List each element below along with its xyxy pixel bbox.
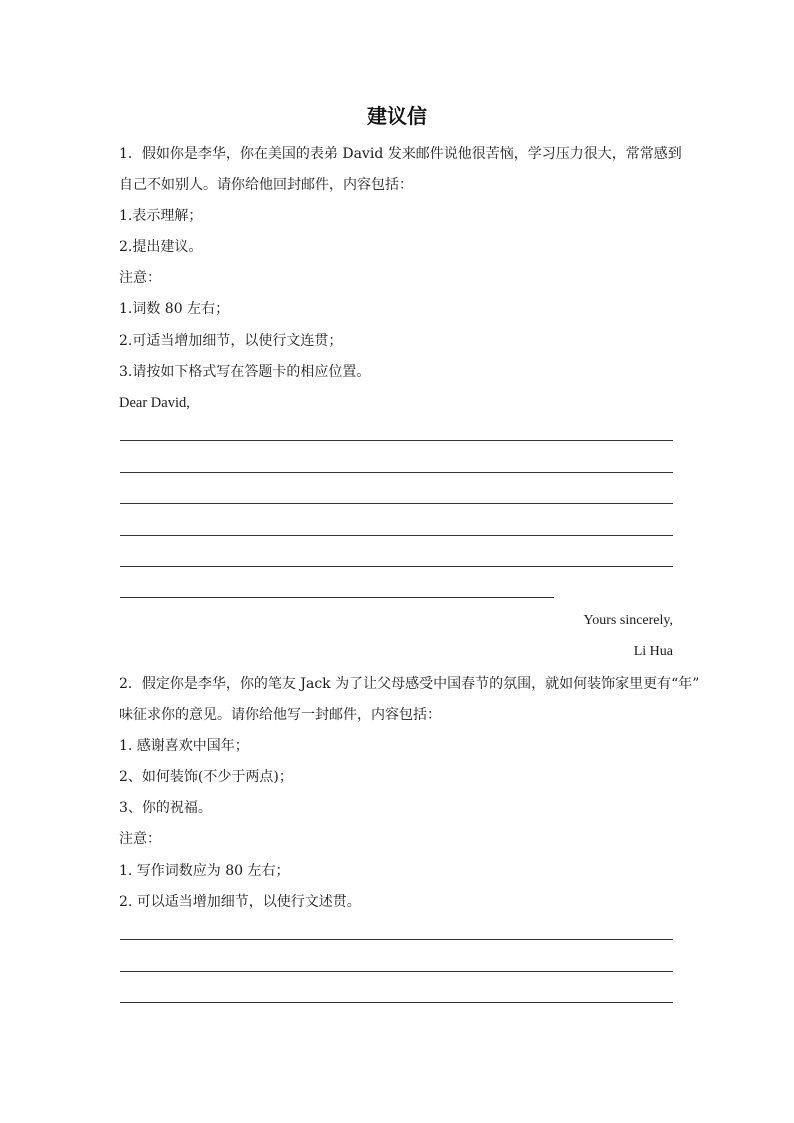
q2-note-1: 1. 写作词数应为 80 左右； (119, 863, 290, 879)
q1-answer-line-2 (120, 472, 673, 473)
q1-prompt-line-1: 1．假如你是李华，你在美国的表弟 David 发来邮件说他很苦恼，学习压力很大，常常感到 (119, 146, 682, 162)
q2-item-2: 2、如何装饰(不少于两点)； (119, 769, 293, 785)
q1-greeting: Dear David, (119, 395, 190, 411)
page-title: 建议信 (367, 104, 427, 128)
q1-note-1: 1.词数 80 左右； (119, 301, 230, 317)
q2-prompt-line-2: 味征求你的意见。请你给他写一封邮件，内容包括： (119, 707, 441, 723)
q1-item-2: 2.提出建议。 (119, 239, 203, 255)
q2-notes-label: 注意： (119, 831, 161, 847)
q1-answer-line-3 (120, 503, 673, 504)
q1-note-3: 3.请按如下格式写在答题卡的相应位置。 (119, 364, 371, 380)
q2-answer-line-2 (120, 971, 673, 972)
q2-answer-line-1 (120, 939, 673, 940)
q1-answer-line-5 (120, 566, 673, 567)
q1-closing: Yours sincerely, (583, 613, 673, 628)
q1-prompt-line-2: 自己不如别人。请你给他回封邮件，内容包括： (119, 177, 413, 193)
q1-note-2: 2.可适当增加细节，以使行文连贯； (119, 333, 343, 349)
q1-answer-line-1 (120, 440, 673, 441)
q1-answer-line-4 (120, 535, 673, 536)
q1-signature: Li Hua (633, 644, 673, 659)
q1-notes-label: 注意： (119, 270, 161, 286)
q2-prompt-line-1: 2．假定你是李华，你的笔友 Jack 为了让父母感受中国春节的氛围，就如何装饰家里更有“年” (119, 676, 700, 692)
q2-note-2: 2. 可以适当增加细节，以使行文述贯。 (119, 894, 361, 910)
q1-item-1: 1.表示理解； (119, 208, 203, 224)
q2-item-1: 1. 感谢喜欢中国年； (119, 738, 249, 754)
q2-item-3: 3、你的祝福。 (119, 800, 212, 816)
q2-answer-line-3 (120, 1002, 673, 1003)
q1-answer-line-6 (120, 597, 554, 598)
